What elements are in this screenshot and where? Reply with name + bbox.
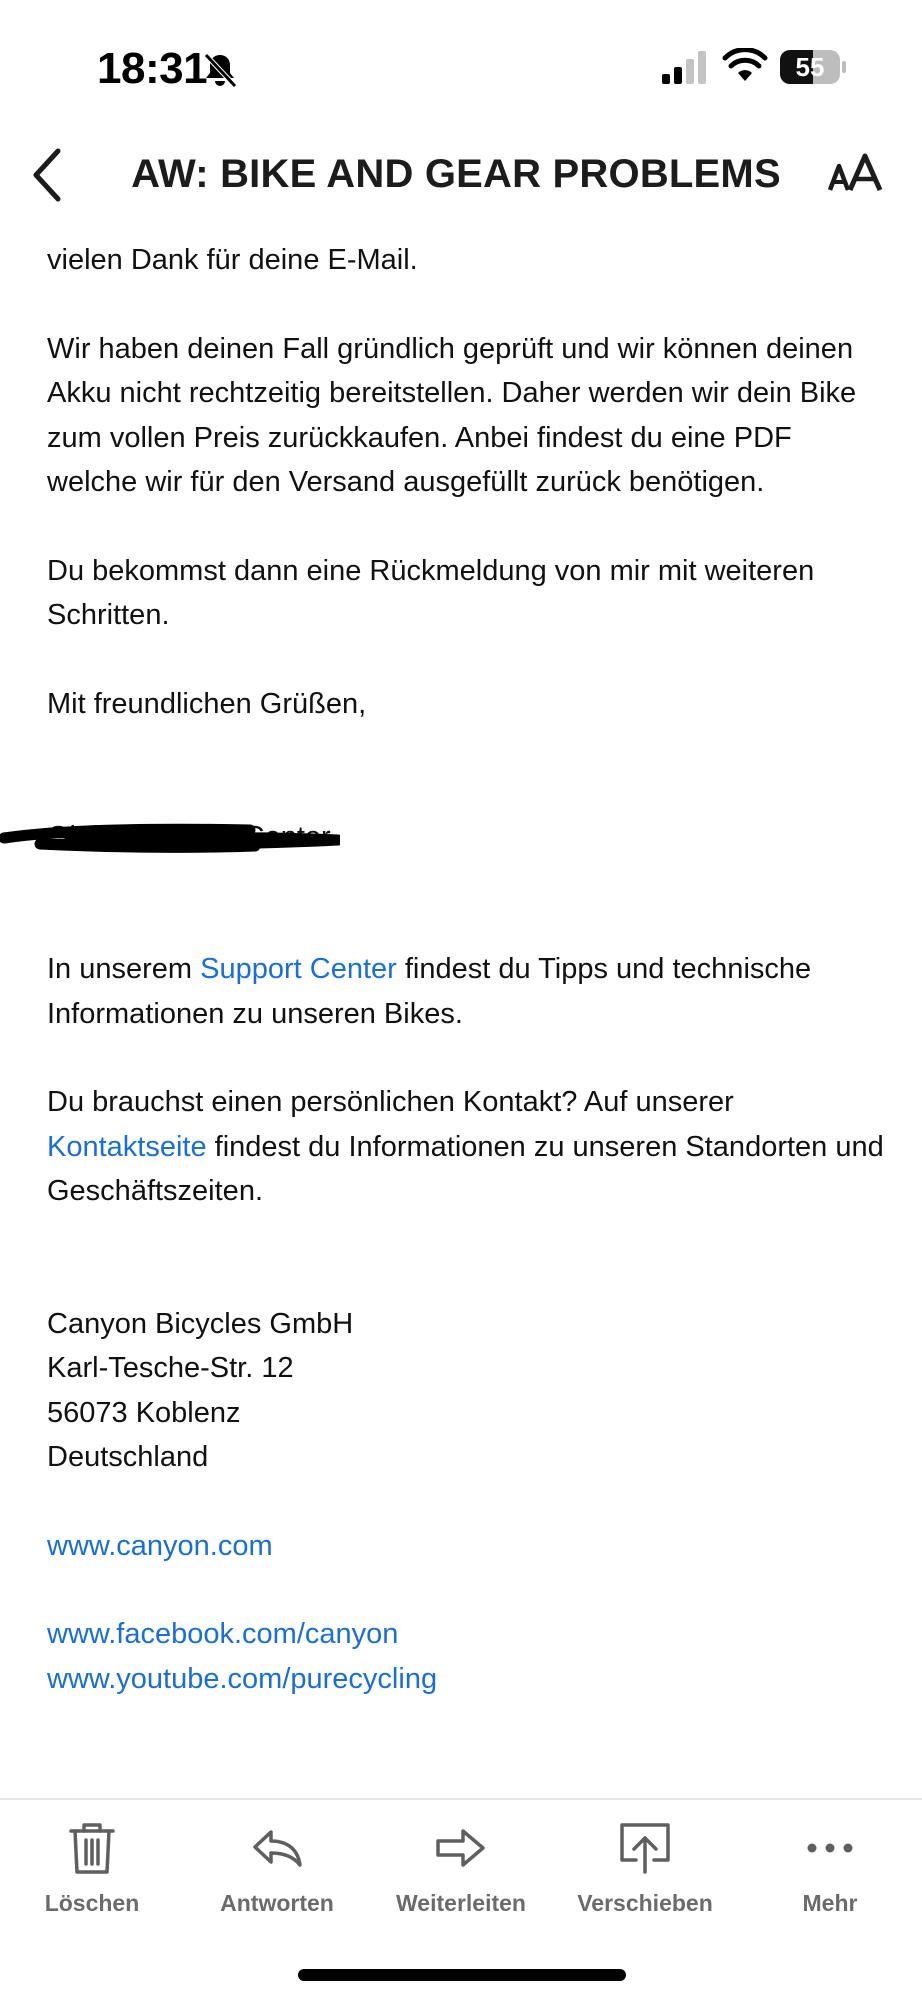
company-country: Deutschland	[47, 1441, 209, 1473]
wifi-icon	[722, 48, 768, 84]
more-button[interactable]	[750, 1820, 910, 1917]
status-time: 18:31	[97, 44, 208, 93]
youtube-link[interactable]: www.youtube.com/purecycling	[47, 1662, 438, 1695]
forward-button[interactable]	[381, 1820, 541, 1917]
contact-text-post: findest du Informationen zu unseren Standorten und Geschäftszeiten.	[47, 1130, 884, 1207]
forward-arrow-icon	[433, 1820, 489, 1876]
contact-paragraph	[47, 1080, 887, 1214]
text-size-icon[interactable]	[828, 152, 888, 196]
email-closing: Mit freundlichen Grüßen,	[47, 687, 367, 720]
email-body	[47, 238, 887, 1701]
delete-label: Löschen	[44, 1890, 140, 1916]
move-button[interactable]	[565, 1820, 725, 1917]
redacted-sender-name	[47, 770, 887, 815]
email-paragraph: Du bekommst dann eine Rückmeldung von mir mit weiteren Schritten.	[47, 554, 815, 631]
email-subject-title: AW: BIKE AND GEAR PROBLEMS	[131, 152, 781, 196]
reply-button[interactable]	[197, 1820, 357, 1917]
contact-page-link[interactable]: Kontaktseite	[47, 1130, 207, 1163]
redaction-mark	[0, 818, 340, 856]
cellular-signal-icon	[660, 50, 710, 86]
battery-percent: 55	[795, 52, 825, 82]
trash-icon	[64, 1820, 120, 1876]
delete-button[interactable]	[12, 1820, 172, 1917]
website-link[interactable]: www.canyon.com	[47, 1529, 273, 1562]
contact-text-pre: Du brauchst einen persönlichen Kontakt? Auf unserer	[47, 1086, 734, 1118]
reply-label: Antworten	[220, 1890, 334, 1916]
move-to-folder-icon	[617, 1820, 673, 1876]
status-bar	[0, 0, 922, 120]
bell-muted-icon	[200, 50, 240, 90]
battery-icon	[780, 50, 846, 84]
reply-icon	[249, 1820, 305, 1876]
facebook-link[interactable]: www.facebook.com/canyon	[47, 1618, 399, 1650]
email-paragraph: vielen Dank für deine E-Mail.	[47, 244, 418, 276]
support-center-link[interactable]: Support Center	[200, 953, 397, 985]
company-street: Karl-Tesche-Str. 12	[47, 1352, 294, 1384]
move-label: Verschieben	[577, 1890, 713, 1916]
email-team-name: Global Service Center	[47, 820, 331, 853]
chevron-left-icon[interactable]	[28, 143, 68, 207]
support-paragraph	[47, 947, 887, 1036]
forward-label: Weiterleiten	[396, 1890, 526, 1916]
more-label: Mehr	[802, 1890, 858, 1916]
company-name: Canyon Bicycles GmbH	[47, 1307, 354, 1340]
support-text-pre: In unserem	[47, 953, 201, 985]
email-paragraph: Wir haben deinen Fall gründlich geprüft und wir können deinen Akku nicht rechtzeitig bereitstellen. Daher werden wir dein Bike zum vollen Preis zurückkaufen. Anbei findest du eine PDF welche wir für den Versand ausgefüllt zurück benötigen.	[47, 332, 857, 498]
more-dots-icon	[802, 1820, 858, 1876]
home-indicator[interactable]	[298, 1969, 626, 1981]
support-text-post: findest du Tipps und technische Informationen zu unseren Bikes.	[47, 953, 812, 1030]
company-city: 56073 Koblenz	[47, 1396, 241, 1429]
